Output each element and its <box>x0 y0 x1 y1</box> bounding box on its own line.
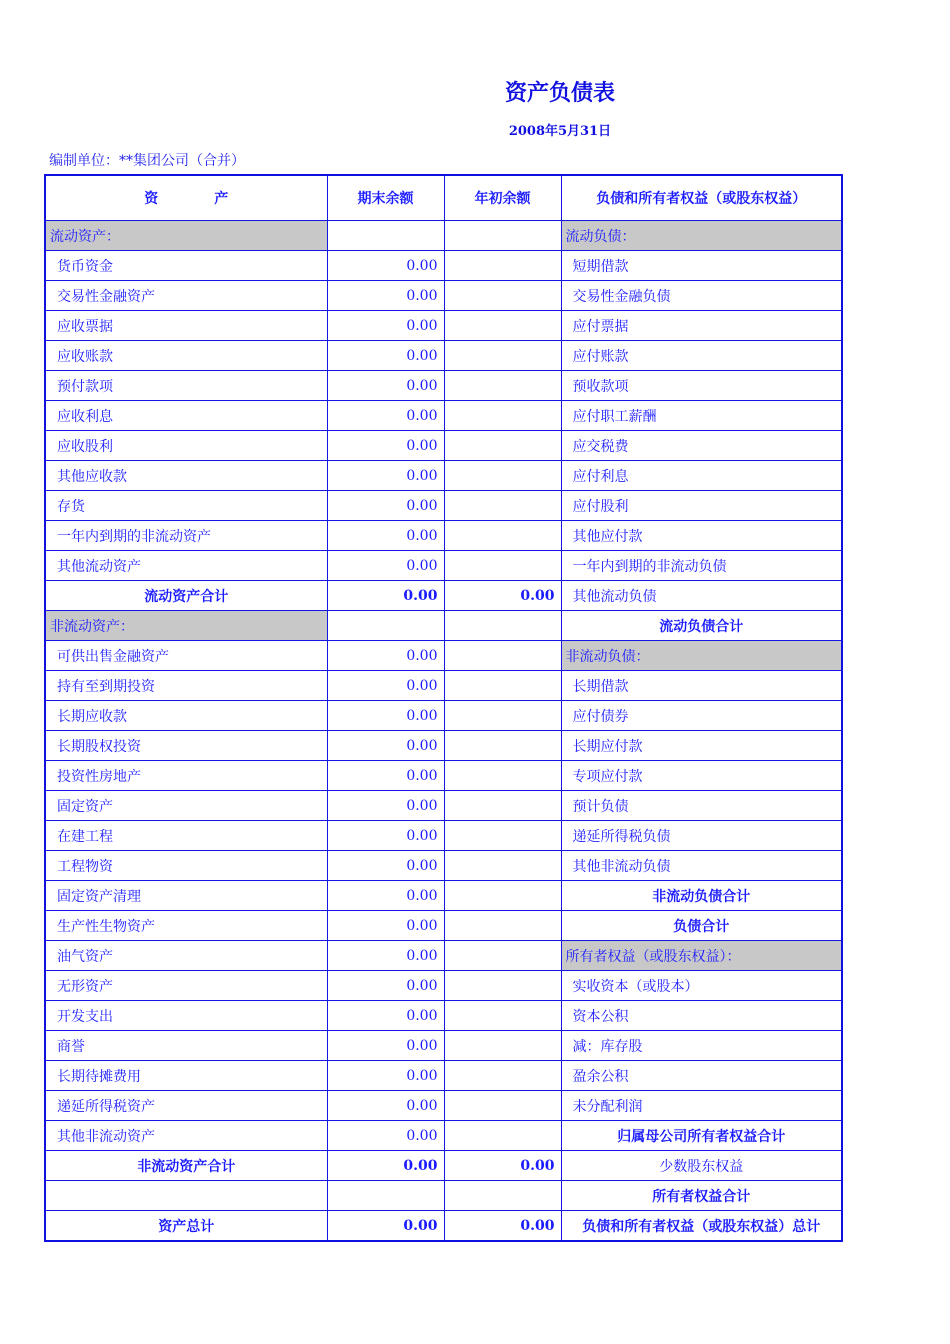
ending-balance-cell: 0.00 <box>327 1211 444 1242</box>
asset-item-cell: 在建工程 <box>45 821 327 851</box>
asset-item-cell: 长期待摊费用 <box>45 1061 327 1091</box>
beginning-balance-cell <box>444 251 561 281</box>
ending-balance-cell: 0.00 <box>327 1091 444 1121</box>
table-header-row <box>45 175 842 221</box>
beginning-balance-cell <box>444 671 561 701</box>
table-row <box>45 1211 842 1242</box>
ending-balance-cell: 0.00 <box>327 761 444 791</box>
ending-balance-cell: 0.00 <box>327 731 444 761</box>
table-row <box>45 491 842 521</box>
liability-equity-item-cell: 所有者权益合计 <box>561 1181 842 1211</box>
table-row <box>45 821 842 851</box>
asset-item-cell: 非流动资产： <box>45 611 327 641</box>
liability-equity-item-cell: 其他流动负债 <box>561 581 842 611</box>
beginning-balance-cell <box>444 401 561 431</box>
beginning-balance-cell <box>444 911 561 941</box>
ending-balance-cell: 0.00 <box>327 521 444 551</box>
beginning-balance-cell: 0.00 <box>444 1211 561 1242</box>
liability-equity-item-cell: 递延所得税负债 <box>561 821 842 851</box>
beginning-balance-cell <box>444 491 561 521</box>
liability-equity-item-cell: 少数股东权益 <box>561 1151 842 1181</box>
ending-balance-cell: 0.00 <box>327 791 444 821</box>
asset-item-cell: 工程物资 <box>45 851 327 881</box>
liability-equity-item-cell: 应付职工薪酬 <box>561 401 842 431</box>
beginning-balance-cell <box>444 551 561 581</box>
asset-item-cell: 存货 <box>45 491 327 521</box>
table-row <box>45 311 842 341</box>
table-row <box>45 641 842 671</box>
asset-item-cell: 其他流动资产 <box>45 551 327 581</box>
beginning-balance-cell <box>444 281 561 311</box>
beginning-balance-cell <box>444 461 561 491</box>
asset-item-cell: 长期应收款 <box>45 701 327 731</box>
ending-balance-cell: 0.00 <box>327 1121 444 1151</box>
asset-item-cell: 一年内到期的非流动资产 <box>45 521 327 551</box>
beginning-balance-cell <box>444 701 561 731</box>
beginning-balance-cell: 0.00 <box>444 581 561 611</box>
beginning-balance-cell <box>444 371 561 401</box>
ending-balance-cell: 0.00 <box>327 461 444 491</box>
beginning-balance-cell <box>444 611 561 641</box>
ending-balance-cell: 0.00 <box>327 851 444 881</box>
asset-item-cell: 应收股利 <box>45 431 327 461</box>
liability-equity-item-cell: 其他应付款 <box>561 521 842 551</box>
table-row <box>45 341 842 371</box>
beginning-balance-cell <box>444 311 561 341</box>
beginning-balance-cell <box>444 1001 561 1031</box>
table-row <box>45 731 842 761</box>
table-row <box>45 371 842 401</box>
asset-item-cell: 货币资金 <box>45 251 327 281</box>
liability-equity-item-cell: 应交税费 <box>561 431 842 461</box>
table-row <box>45 431 842 461</box>
liability-equity-item-cell: 实收资本（或股本） <box>561 971 842 1001</box>
asset-item-cell: 交易性金融资产 <box>45 281 327 311</box>
asset-item-cell: 可供出售金融资产 <box>45 641 327 671</box>
liability-equity-item-cell: 盈余公积 <box>561 1061 842 1091</box>
asset-item-cell: 长期股权投资 <box>45 731 327 761</box>
table-row <box>45 221 842 251</box>
ending-balance-cell: 0.00 <box>327 491 444 521</box>
table-row <box>45 971 842 1001</box>
liability-equity-item-cell: 应付股利 <box>561 491 842 521</box>
header-ending-balance: 期末余额 <box>327 175 444 221</box>
beginning-balance-cell <box>444 1091 561 1121</box>
ending-balance-cell <box>327 1181 444 1211</box>
balance-sheet-table <box>44 174 843 1242</box>
table-row <box>45 911 842 941</box>
liability-equity-item-cell: 应付利息 <box>561 461 842 491</box>
ending-balance-cell: 0.00 <box>327 671 444 701</box>
liability-equity-item-cell: 归属母公司所有者权益合计 <box>561 1121 842 1151</box>
liability-equity-item-cell: 负债和所有者权益（或股东权益）总计 <box>561 1211 842 1242</box>
beginning-balance-cell <box>444 761 561 791</box>
table-row <box>45 761 842 791</box>
asset-item-cell: 递延所得税资产 <box>45 1091 327 1121</box>
report-date: 2008年5月31日 <box>508 124 612 139</box>
table-row <box>45 701 842 731</box>
asset-item-cell: 固定资产 <box>45 791 327 821</box>
ending-balance-cell: 0.00 <box>327 911 444 941</box>
beginning-balance-cell <box>444 1121 561 1151</box>
asset-item-cell: 其他应收款 <box>45 461 327 491</box>
report-title: 资产负债表 <box>504 81 615 106</box>
liability-equity-item-cell: 应付票据 <box>561 311 842 341</box>
beginning-balance-cell <box>444 1031 561 1061</box>
ending-balance-cell: 0.00 <box>327 251 444 281</box>
asset-item-cell: 生产性生物资产 <box>45 911 327 941</box>
table-row <box>45 521 842 551</box>
asset-item-cell: 固定资产清理 <box>45 881 327 911</box>
ending-balance-cell: 0.00 <box>327 551 444 581</box>
liability-equity-item-cell: 其他非流动负债 <box>561 851 842 881</box>
beginning-balance-cell <box>444 1181 561 1211</box>
ending-balance-cell: 0.00 <box>327 1151 444 1181</box>
asset-item-cell: 商誉 <box>45 1031 327 1061</box>
asset-item-cell: 资产总计 <box>45 1211 327 1242</box>
header-beginning-balance: 年初余额 <box>444 175 561 221</box>
table-row <box>45 1091 842 1121</box>
reporting-unit: 编制单位：**集团公司（合并） <box>49 153 245 169</box>
table-row <box>45 1061 842 1091</box>
liability-equity-item-cell: 一年内到期的非流动负债 <box>561 551 842 581</box>
liability-equity-item-cell: 所有者权益（或股东权益）： <box>561 941 842 971</box>
table-row <box>45 1151 842 1181</box>
ending-balance-cell: 0.00 <box>327 281 444 311</box>
ending-balance-cell: 0.00 <box>327 821 444 851</box>
liability-equity-item-cell: 应付账款 <box>561 341 842 371</box>
asset-item-cell: 无形资产 <box>45 971 327 1001</box>
liability-equity-item-cell: 短期借款 <box>561 251 842 281</box>
ending-balance-cell: 0.00 <box>327 1001 444 1031</box>
ending-balance-cell: 0.00 <box>327 971 444 1001</box>
liability-equity-item-cell: 未分配利润 <box>561 1091 842 1121</box>
asset-item-cell: 持有至到期投资 <box>45 671 327 701</box>
asset-item-cell: 流动资产合计 <box>45 581 327 611</box>
ending-balance-cell <box>327 611 444 641</box>
asset-item-cell: 预付款项 <box>45 371 327 401</box>
table-row <box>45 1001 842 1031</box>
beginning-balance-cell <box>444 971 561 1001</box>
liability-equity-item-cell: 非流动负债合计 <box>561 881 842 911</box>
ending-balance-cell: 0.00 <box>327 431 444 461</box>
header-assets: 资 产 <box>45 175 327 221</box>
liability-equity-item-cell: 预计负债 <box>561 791 842 821</box>
ending-balance-cell <box>327 221 444 251</box>
asset-item-cell: 开发支出 <box>45 1001 327 1031</box>
liability-equity-item-cell: 负债合计 <box>561 911 842 941</box>
header-liabilities-equity: 负债和所有者权益（或股东权益） <box>561 175 842 221</box>
ending-balance-cell: 0.00 <box>327 311 444 341</box>
table-row <box>45 551 842 581</box>
ending-balance-cell: 0.00 <box>327 581 444 611</box>
liability-equity-item-cell: 长期应付款 <box>561 731 842 761</box>
beginning-balance-cell <box>444 941 561 971</box>
ending-balance-cell: 0.00 <box>327 881 444 911</box>
table-row <box>45 581 842 611</box>
ending-balance-cell: 0.00 <box>327 1031 444 1061</box>
beginning-balance-cell <box>444 821 561 851</box>
table-row <box>45 791 842 821</box>
table-row <box>45 1031 842 1061</box>
beginning-balance-cell <box>444 731 561 761</box>
ending-balance-cell: 0.00 <box>327 401 444 431</box>
beginning-balance-cell <box>444 431 561 461</box>
beginning-balance-cell <box>444 221 561 251</box>
table-row <box>45 1181 842 1211</box>
liability-equity-item-cell: 减：库存股 <box>561 1031 842 1061</box>
asset-item-cell: 非流动资产合计 <box>45 1151 327 1181</box>
liability-equity-item-cell: 应付债券 <box>561 701 842 731</box>
beginning-balance-cell <box>444 851 561 881</box>
ending-balance-cell: 0.00 <box>327 941 444 971</box>
table-row <box>45 941 842 971</box>
table-row <box>45 401 842 431</box>
asset-item-cell: 油气资产 <box>45 941 327 971</box>
liability-equity-item-cell: 非流动负债： <box>561 641 842 671</box>
asset-item-cell: 应收票据 <box>45 311 327 341</box>
liability-equity-item-cell: 长期借款 <box>561 671 842 701</box>
asset-item-cell: 投资性房地产 <box>45 761 327 791</box>
liability-equity-item-cell: 交易性金融负债 <box>561 281 842 311</box>
table-row <box>45 851 842 881</box>
beginning-balance-cell <box>444 521 561 551</box>
beginning-balance-cell <box>444 641 561 671</box>
asset-item-cell: 流动资产： <box>45 221 327 251</box>
table-row <box>45 611 842 641</box>
beginning-balance-cell <box>444 881 561 911</box>
table-row <box>45 461 842 491</box>
ending-balance-cell: 0.00 <box>327 371 444 401</box>
ending-balance-cell: 0.00 <box>327 701 444 731</box>
beginning-balance-cell: 0.00 <box>444 1151 561 1181</box>
table-row <box>45 881 842 911</box>
asset-item-cell: 应收利息 <box>45 401 327 431</box>
asset-item-cell: 其他非流动资产 <box>45 1121 327 1151</box>
asset-item-cell <box>45 1181 327 1211</box>
liability-equity-item-cell: 流动负债： <box>561 221 842 251</box>
beginning-balance-cell <box>444 341 561 371</box>
ending-balance-cell: 0.00 <box>327 641 444 671</box>
beginning-balance-cell <box>444 1061 561 1091</box>
liability-equity-item-cell: 流动负债合计 <box>561 611 842 641</box>
table-row <box>45 251 842 281</box>
table-row <box>45 1121 842 1151</box>
ending-balance-cell: 0.00 <box>327 1061 444 1091</box>
liability-equity-item-cell: 预收款项 <box>561 371 842 401</box>
table-row <box>45 281 842 311</box>
liability-equity-item-cell: 专项应付款 <box>561 761 842 791</box>
asset-item-cell: 应收账款 <box>45 341 327 371</box>
ending-balance-cell: 0.00 <box>327 341 444 371</box>
beginning-balance-cell <box>444 791 561 821</box>
liability-equity-item-cell: 资本公积 <box>561 1001 842 1031</box>
table-row <box>45 671 842 701</box>
